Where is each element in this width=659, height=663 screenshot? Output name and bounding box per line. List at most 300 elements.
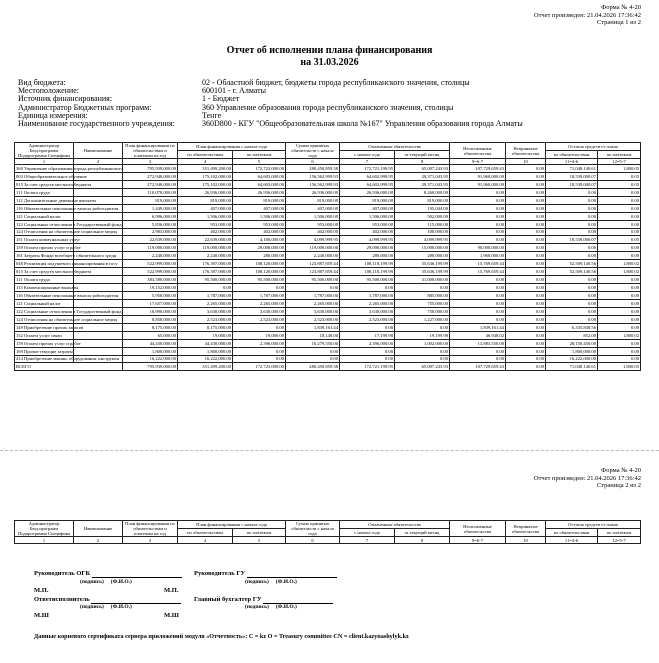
row-code: 152 Оплата услуг связи [15,331,74,339]
row-value: 1,839,161.44 [450,323,506,331]
row-value: 280,000.00 [340,252,395,260]
row-value: 1,506,000.00 [340,212,395,220]
column-index: 1 [15,537,74,544]
col-obligations: по обязательствам [178,529,233,537]
column-index: 5 [233,159,286,165]
row-value: 0.00 [598,339,641,347]
row-value: 0.00 [506,236,546,244]
row-value: 1,787,000.00 [178,292,233,300]
msh-1: М.Ш [34,612,49,619]
row-value: 0.00 [506,196,546,204]
col-paid: Оплаченные обязательства [340,521,450,529]
row-value: 176,397,000.00 [178,260,233,268]
row-value: 1,800.02 [598,268,641,276]
sign-caption: (подпись) [245,604,269,610]
row-value: 280,000.00 [233,252,286,260]
col-paid-current-month: за текущий месяц [395,529,450,537]
sign-fio-4 [245,603,297,611]
row-value: 0.00 [546,299,598,307]
column-index: 9=6-7 [450,537,506,544]
table-row [15,236,641,244]
table-row [15,315,641,323]
col-accepted: Сумма принятых обязательств с начала года [286,521,340,537]
signature-head-gu [194,570,337,578]
row-value: 29,000,000.00 [340,244,395,252]
total-row [15,363,641,371]
col-admin: Администратор Бюд.программ Подпрограмма Спецификa [15,143,74,159]
row-value: 0.00 [450,236,506,244]
row-value: 16,279,550.00 [286,339,340,347]
row-value: 0.00 [286,284,340,292]
row-code: 161 Затраты Фонда всеобщего обязательного средн [16,253,117,259]
row-value: 29,371,043.95 [395,172,450,180]
table-row [15,299,641,307]
sign-fio-3 [80,603,132,611]
row-name [74,212,123,220]
row-value: 123,887,859.44 [286,268,340,276]
row-value: 8,175,000.00 [178,323,233,331]
row-value: 0.00 [598,355,641,363]
row-value: 1,800.02 [598,260,641,268]
row-value: 0.00 [546,252,598,260]
row-value: 115,000.00 [395,220,450,228]
info-value: 1 - Бюджет [202,94,240,104]
row-value: 1,449,000.00 [123,204,178,212]
row-value: 819,000.00 [178,196,233,204]
row-value: 0.00 [506,299,546,307]
row-value: 1,960,000.00 [450,252,506,260]
row-value: 123,887,859.44 [286,260,340,268]
row-name [74,276,123,284]
info-row [18,104,648,112]
col-paid-current-month: за текущий месяц [395,151,450,159]
row-value: 17,199.98 [340,331,395,339]
col-obligations: по обязательствам [178,151,233,159]
row-value: 0.00 [450,276,506,284]
col-paid-from-start: с начала года [340,151,395,159]
row-value: 172,723,000.00 [233,165,286,173]
row-value: 383,580,000.00 [123,276,178,284]
row-code: 111 Оплата труда [15,188,74,196]
row-value: 0.00 [546,284,598,292]
column-index: 9=6-7 [450,159,506,165]
row-value: 108,120,000.00 [233,260,286,268]
row-value: 175,102,000.00 [178,172,233,180]
row-value: 522,999,000.00 [123,260,178,268]
row-value: 402,000.00 [340,228,395,236]
row-value: 16,990,000.00 [123,307,178,315]
col-balance-payments: по платежам [598,529,641,537]
row-value: 16,222,000.00 [546,355,598,363]
row-value: 0.00 [546,315,598,323]
row-value: 0.00 [506,188,546,196]
row-value: 953,000.00 [233,220,286,228]
row-value: 0.00 [506,284,546,292]
col-balance: Остаток средств от плана [546,143,641,151]
row-value: 0.00 [506,204,546,212]
row-value: 0.00 [546,220,598,228]
row-value: 35,636,199.99 [395,268,450,276]
row-code: 122 Социальные отчисления в Государственный фонд [16,221,122,227]
row-value: 13,883,550.00 [450,339,506,347]
msh-2: М.Ш [164,612,179,619]
row-value: 18,539,000.07 [546,180,598,188]
row-code: 121 Социальный налог [15,212,74,220]
row-value: 407,000.00 [286,204,340,212]
row-code: 159 Оплата прочих услуг и работ [16,245,81,251]
row-value: 100,000.00 [395,228,450,236]
col-name: Наименование [74,143,123,159]
fio-caption: (Ф.И.О.) [275,604,297,610]
row-value: 819,000.00 [123,196,178,204]
row-value: 18,539,000.07 [546,236,598,244]
row-value: 0.00 [450,307,506,315]
row-value: 402,000.00 [286,228,340,236]
row-value: 4,099,999.95 [286,236,340,244]
row-value: 16,222,000.00 [123,355,178,363]
page-number: Страница 1 из 2 [596,19,641,26]
row-value: 5,950,000.00 [123,292,178,300]
sign-caption: (подпись) [80,604,104,610]
report-info [18,79,648,128]
table-row [15,228,641,236]
row-value: 0.00 [598,228,641,236]
col-balance-obligations: по обязательствам [546,529,598,537]
info-row [18,79,648,87]
row-value: 18,148.00 [286,331,340,339]
row-value: 0.00 [506,212,546,220]
row-value: 755,000.00 [395,299,450,307]
row-name [74,299,123,307]
column-index: 8 [395,159,450,165]
row-value: 0.00 [506,315,546,323]
row-value: 0.05 [598,172,641,180]
table-row [15,252,641,260]
row-value: 795,939,000.00 [123,165,178,173]
row-value: 819,000.00 [233,196,286,204]
row-value: 0.00 [506,339,546,347]
row-code: 111 Оплата труда [15,276,74,284]
row-value: 2,523,000.00 [286,315,340,323]
column-index: 1 [15,159,74,165]
form-number: Форма № 4-20 [601,467,641,474]
info-label: Администратор Бюджетных программ: [18,102,152,112]
col-name: Наименование [74,521,123,537]
row-value: 0.00 [233,323,286,331]
info-value: 360 Управление образования города республиканского значения, столицы [202,102,454,112]
row-value: 2,240,000.00 [123,252,178,260]
row-value: 172,721,199.95 [340,165,395,173]
row-value: 1,002,000.00 [395,339,450,347]
col-payments: по платежам [233,529,286,537]
row-value: 0.00 [546,196,598,204]
row-value: 0.00 [598,244,641,252]
row-code: 048 Реализация подушевого финансирования в госу [16,261,118,267]
row-value: 0.00 [506,165,546,173]
row-value: 108,120,000.00 [233,268,286,276]
row-value: 0.00 [506,292,546,300]
total-label: ВСЕГО [15,363,123,371]
row-value: 26,936,000.00 [286,188,340,196]
info-label: Единица измерения: [18,110,88,120]
total-value: 1,800.05 [598,363,641,371]
row-value: 26,936,000.00 [340,188,395,196]
row-value: 272,940,000.00 [123,180,178,188]
row-value: 19,000.00 [233,331,286,339]
row-value: 0.00 [506,268,546,276]
row-value: 0.00 [506,252,546,260]
row-value: 28,150,450.00 [546,339,598,347]
info-value: 360D800 - КГУ "Общеобразовательная школа №167" Управления образования города Алматы [202,118,523,128]
row-value: 0.05 [598,236,641,244]
row-value: 2,523,000.00 [178,315,233,323]
column-index: 11=4-6 [546,159,598,165]
row-value: 0.00 [450,284,506,292]
row-value: 2,396,000.00 [340,339,395,347]
row-value: 272,940,000.00 [123,172,178,180]
row-value: 0.00 [450,228,506,236]
row-value: 0.00 [598,196,641,204]
row-value: 0.00 [598,276,641,284]
row-value: 19,152,000.00 [123,284,178,292]
total-value: 65,007,243.93 [395,363,450,371]
row-value: 26,936,000.00 [178,188,233,196]
row-value: 52,509,140.56 [546,260,598,268]
row-value: 1,800,000.00 [123,347,178,355]
row-value: 0.00 [450,292,506,300]
row-value: 1,506,000.00 [178,212,233,220]
row-value: 2,983,000.00 [123,228,178,236]
row-value: 0.00 [450,212,506,220]
page2-header [534,467,641,490]
row-value: 119,000,000.00 [123,244,178,252]
certificate-info: Данные корневого сертификата сервера приложений модуля «Отчетность»: C = kz O = Treasury committee CN = client.kazynashylyk.kz [34,633,409,640]
column-index: 6 [286,537,340,544]
row-value: 0.00 [233,347,286,355]
row-code: 149 Приобретение прочих запасов [16,324,84,330]
row-name [74,188,123,196]
row-value: 0.00 [506,276,546,284]
total-value: 280,450,859.38 [286,363,340,371]
row-value: 0.00 [450,188,506,196]
row-value: 0.00 [598,188,641,196]
page-number: Страница 2 из 2 [596,482,641,489]
row-value: 19,000.00 [178,331,233,339]
row-value: 819,000.00 [286,196,340,204]
row-value: 0.00 [340,355,395,363]
row-value: 502,000.00 [395,212,450,220]
row-value: 0.00 [395,323,450,331]
row-value: 280,450,859.38 [286,165,340,173]
row-value: 3,630,000.00 [178,307,233,315]
row-value: 95,500,000.00 [233,276,286,284]
row-value: 15,000,000.00 [395,244,450,252]
row-value: 65,000.00 [123,331,178,339]
row-value: 107,729,659.43 [450,165,506,173]
total-value: 107,729,659.43 [450,363,506,371]
row-value: 64,603,000.00 [233,172,286,180]
row-value: 108,118,199.99 [340,268,395,276]
row-value: 1,506,000.00 [233,212,286,220]
row-value: 2,240,000.00 [286,252,340,260]
row-value: 4,100,000.00 [233,236,286,244]
col-paid-from-start: с начала года [340,529,395,537]
row-value: 8,260,000.00 [395,188,450,196]
table-row [15,331,641,339]
row-value: 31,000,000.00 [395,276,450,284]
page1-header [534,4,641,27]
row-value: 0.00 [598,204,641,212]
row-value: 44,430,000.00 [178,339,233,347]
row-value: 0.00 [450,204,506,212]
title-date: на 31.03.2026 [300,57,359,68]
row-value: 8,858,000.00 [123,315,178,323]
column-index: 3 [123,159,178,165]
row-value: 0.00 [450,355,506,363]
row-value: 2,265,000.00 [178,299,233,307]
fio-caption: (Ф.И.О.) [275,579,297,585]
row-value: 2,523,000.00 [340,315,395,323]
label-head-ogk: Руководитель ОГК [34,570,91,577]
row-value: 0.00 [506,228,546,236]
mp-2: М.П. [164,587,179,594]
row-value: 750,000.00 [395,307,450,315]
row-value: 3,630,000.00 [233,307,286,315]
row-code: 121 Социальный налог [15,299,74,307]
row-code: 414 Приобретение машин, оборудования, инструмен [16,356,120,362]
row-value: 0.00 [598,292,641,300]
column-index: 3 [123,537,178,544]
row-value: 8,175,000.00 [123,323,178,331]
row-value: 0.00 [598,220,641,228]
row-value: 52,509,140.56 [546,268,598,276]
row-value: 407,000.00 [178,204,233,212]
col-plan-from-start: План финансирования с начала года [178,143,286,151]
total-value: 0.00 [506,363,546,371]
row-value: 953,000.00 [178,220,233,228]
table-row [15,307,641,315]
row-value: 0.00 [233,355,286,363]
row-value: 2,265,000.00 [286,299,340,307]
row-value: 0.00 [598,212,641,220]
row-value: 0.00 [546,244,598,252]
report-time: Отчет произведен: 21.04.2026 17:36:42 [533,474,641,482]
row-value: 0.00 [286,355,340,363]
row-value: 65,007,243.93 [395,165,450,173]
row-value: 91,960,000.00 [450,180,506,188]
row-code: 169 Прочие текущие затраты [16,348,73,354]
label-chief-accountant: Главный бухгалтер ГУ [194,596,262,603]
row-value: 95,500,000.00 [286,276,340,284]
row-value: 0.00 [506,323,546,331]
row-code: 159 Оплата прочих услуг и работ [16,340,81,346]
row-value: 0.00 [598,347,641,355]
row-value: 402,000.00 [178,228,233,236]
row-value: 0.00 [340,347,395,355]
row-value: 16,222,000.00 [178,355,233,363]
total-value: 172,723,000.00 [233,363,286,371]
row-value: 64,602,999.95 [340,172,395,180]
column-index: 11=4-6 [546,537,598,544]
row-value: 176,397,000.00 [178,268,233,276]
row-value: 0.00 [598,299,641,307]
row-value: 0.00 [340,323,395,331]
col-unaccepted: Непринятые обязательства [506,143,546,159]
row-code: 360 Управление образования города республиканского [16,165,123,171]
row-code: 124 Отчисления на обязательное социальное медиц [16,316,117,322]
column-index: 7 [340,537,395,544]
col-balance: Остаток средств от плана [546,521,641,529]
row-value: 819,000.00 [395,196,450,204]
row-value: 0.00 [546,276,598,284]
row-value: 22,639,000.00 [123,236,178,244]
fio-caption: (Ф.И.О.) [110,604,132,610]
row-value: 6,335,838.56 [546,323,598,331]
row-value: 35,636,199.99 [395,260,450,268]
row-value: 0.00 [598,323,641,331]
row-value: 18,539,000.07 [546,172,598,180]
column-index: 6 [286,159,340,165]
info-label: Наименование государственного учреждения: [18,118,175,128]
table-row [15,355,641,363]
row-value: 15,769,659.44 [450,268,506,276]
row-value: 1,839,161.44 [286,323,340,331]
label-head-gu: Руководитель ГУ [194,570,246,577]
col-admin: Администратор Бюд.программ Подпрограмма Спецификa [15,521,74,537]
row-value: 0.00 [546,307,598,315]
table-row [15,347,641,355]
row-value: 5,836,000.00 [123,220,178,228]
row-value: 0.00 [506,307,546,315]
row-value: 0.00 [450,196,506,204]
row-value: 0.00 [506,347,546,355]
info-row [18,120,648,128]
col-payments: по платежам [233,151,286,159]
col-plan: План финансирования по обязательствам и платежам на год [123,521,178,537]
row-value: 0.00 [395,355,450,363]
row-value: 6,996,000.00 [123,212,178,220]
row-value: 119,000,000.00 [178,244,233,252]
table-row [15,165,641,173]
info-value: 02 - Областной бюджет, бюджеты города республиканского значения, столицы [202,78,470,87]
form-number: Форма № 4-20 [601,4,641,11]
row-value: 110,078,000.00 [123,188,178,196]
row-value: 0.00 [395,347,450,355]
col-plan-from-start: План финансирования с начала года [178,521,286,529]
col-unpaid: Неоплаченные обязательства [450,521,506,537]
row-value: 0.00 [506,180,546,188]
row-code: 116 Обязательные пенсионные взносы работодателя [16,292,119,298]
row-value: 71,048,140.61 [546,165,598,173]
table-row [15,204,641,212]
row-value: 0.00 [598,252,641,260]
table-row [15,284,641,292]
row-value: 0.00 [546,228,598,236]
row-value: 4,099,999.95 [395,236,450,244]
column-index: 12=5-7 [598,537,641,544]
row-value: 0.00 [450,315,506,323]
table-row [15,196,641,204]
row-value: 29,371,043.95 [395,180,450,188]
row-code: 151 Оплата коммунальных услуг [16,237,81,243]
col-unaccepted: Непринятые обязательства [506,521,546,537]
row-value: 44,430,000.00 [123,339,178,347]
row-value: 4,099,999.95 [340,236,395,244]
column-index: 8 [395,537,450,544]
col-plan: План финансирования по обязательствам и платежам на год [123,143,178,159]
row-value: 0.00 [546,292,598,300]
info-label: Вид бюджета: [18,78,66,87]
